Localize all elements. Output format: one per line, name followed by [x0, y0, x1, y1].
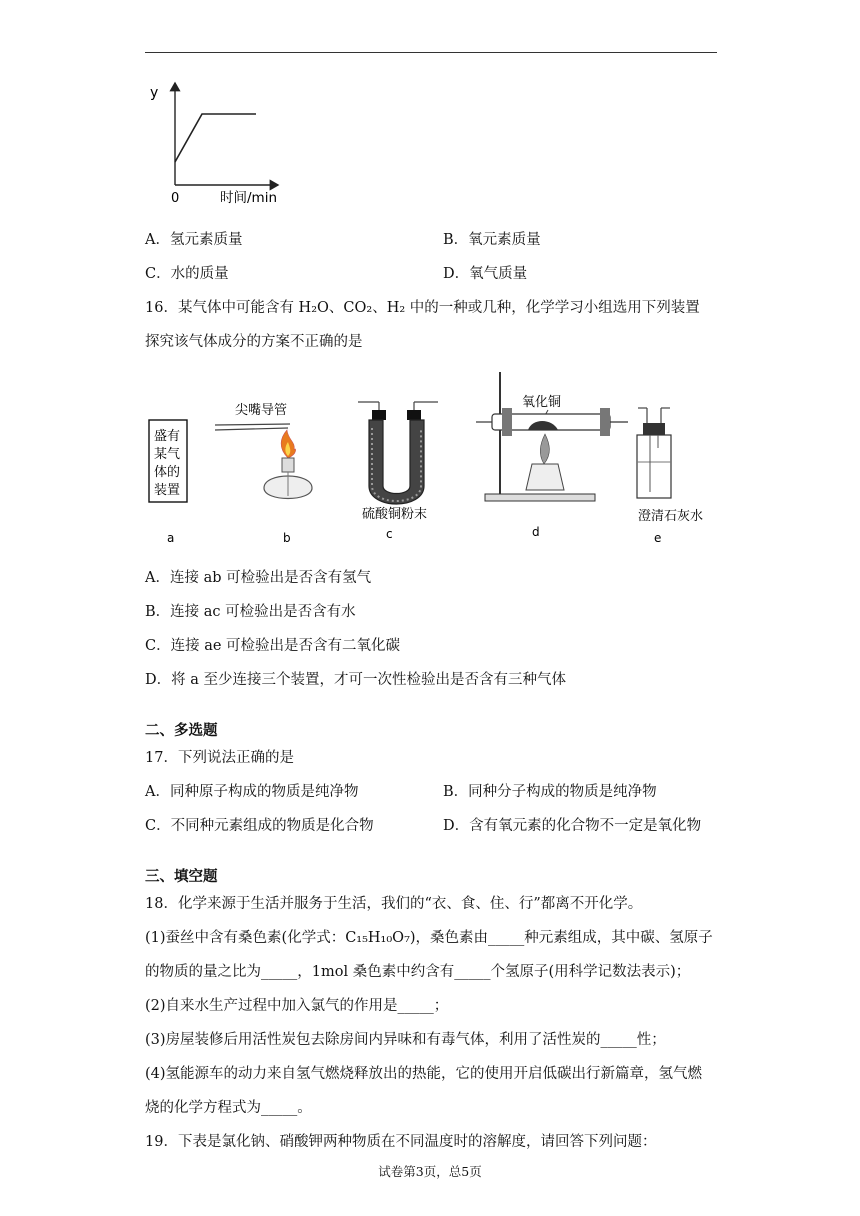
q17-stem: 17．下列说法正确的是	[145, 750, 294, 766]
q18-stem: 18．化学来源于生活并服务于生活，我们的“衣、食、住、行”都离不开化学。	[145, 896, 643, 912]
q16-option-b: B．连接 ac 可检验出是否含有水	[145, 604, 356, 620]
header-rule	[145, 52, 717, 53]
apparatus-e	[637, 408, 703, 524]
q18-2: (2)自来水生产过程中加入氯气的作用是_____；	[145, 998, 449, 1014]
origin-label: 0	[171, 191, 180, 206]
q15-option-a: A．氢元素质量	[145, 232, 243, 248]
q18-3: (3)房屋装修后用活性炭包去除房间内异味和有毒气体，利用了活性炭的_____性；	[145, 1032, 666, 1048]
y-time-graph	[140, 75, 300, 210]
section2-heading: 二、多选题	[145, 722, 218, 739]
q16-option-c: C．连接 ae 可检验出是否含有二氧化碳	[145, 638, 401, 654]
svg-text:尖嘴导管: 尖嘴导管	[235, 403, 288, 418]
q17-option-b: B．同种分子构成的物质是纯净物	[443, 784, 657, 800]
apparatus-c	[358, 402, 438, 522]
apparatus-figure	[140, 368, 730, 548]
svg-text:澄清石灰水: 澄清石灰水	[638, 509, 704, 524]
svg-text:某气: 某气	[154, 447, 181, 462]
svg-text:装置: 装置	[154, 483, 181, 498]
q18-4-line2: 烧的化学方程式为_____。	[145, 1100, 312, 1116]
q15-option-c: C．水的质量	[145, 266, 229, 282]
q18-1-line1: (1)蚕丝中含有桑色素(化学式：C₁₅H₁₀O₇)，桑色素由_____种元素组成，其中碳、氢原子	[145, 930, 713, 946]
q18-1-line2: 的物质的量之比为_____，1mol 桑色素中约含有_____个氢原子(用科学记数法表示)；	[145, 964, 691, 980]
apparatus-d	[476, 372, 628, 501]
svg-text:氧化铜: 氧化铜	[522, 395, 562, 410]
q17-option-d: D．含有氧元素的化合物不一定是氧化物	[443, 818, 702, 834]
q16-option-d: D．将 a 至少连接三个装置，才可一次性检验出是否含有三种气体	[145, 672, 566, 688]
q16-stem-line1: 16．某气体中可能含有 H₂O、CO₂、H₂ 中的一种或几种，化学学习小组选用下列装置	[145, 300, 700, 316]
q16-stem-line2: 探究该气体成分的方案不正确的是	[145, 334, 363, 350]
svg-text:硫酸铜粉末: 硫酸铜粉末	[362, 507, 428, 522]
curve	[175, 114, 256, 162]
q17-option-a: A．同种原子构成的物质是纯净物	[145, 784, 359, 800]
q18-4-line1: (4)氢能源车的动力来自氢气燃烧释放出的热能，它的使用开启低碳出行新篇章，氢气燃	[145, 1066, 703, 1082]
page-footer: 试卷第3页，总5页	[378, 1164, 482, 1179]
label-c: c	[386, 527, 393, 541]
apparatus-b	[215, 402, 312, 499]
q19-stem: 19．下表是氯化钠、硝酸钾两种物质在不同温度时的溶解度，请回答下列问题：	[145, 1134, 657, 1150]
svg-text:体的: 体的	[154, 465, 181, 480]
label-a: a	[167, 531, 175, 545]
apparatus-a	[149, 420, 187, 502]
q15-option-d: D．氧气质量	[443, 266, 528, 282]
x-axis-label: 时间/min	[220, 190, 278, 206]
label-d: d	[532, 525, 540, 539]
svg-text:盛有: 盛有	[154, 429, 181, 444]
q16-option-a: A．连接 ab 可检验出是否含有氢气	[145, 570, 372, 586]
q15-option-b: B．氧元素质量	[443, 232, 541, 248]
label-b: b	[283, 531, 291, 545]
y-axis-label: y	[150, 85, 159, 101]
label-e: e	[654, 531, 662, 545]
q17-option-c: C．不同种元素组成的物质是化合物	[145, 818, 374, 834]
section3-heading: 三、填空题	[145, 868, 218, 885]
